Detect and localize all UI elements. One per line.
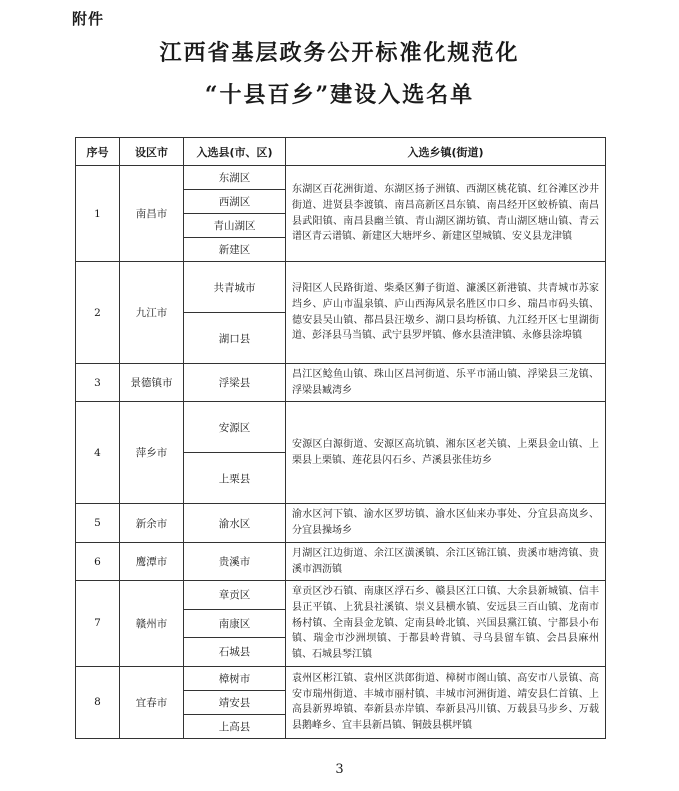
document-title-line2: “十县百乡”建设入选名单: [204, 82, 475, 108]
county-cell: 东湖区: [184, 166, 286, 190]
city-cell: 景德镇市: [120, 364, 184, 402]
city-cell: 鹰潭市: [120, 542, 184, 580]
table-row: [76, 262, 606, 313]
county-cell: 上栗县: [184, 453, 286, 504]
towns-cell: 东湖区百花洲街道、东湖区扬子洲镇、西湖区桃花镇、红谷滩区沙井街道、进贤县李渡镇、南昌高新区昌东镇、南昌经开区蛟桥镇、南昌县武阳镇、南昌县幽兰镇、青山湖区湖坊镇、青山湖区塘山镇、青云谱区青云谱镇、新建区大塘坪乡、新建区望城镇、安义县龙津镇: [286, 166, 606, 262]
towns-cell: 浔阳区人民路街道、柴桑区狮子街道、濂溪区新港镇、共青城市苏家垱乡、庐山市温泉镇、庐山西海风景名胜区巾口乡、瑞昌市码头镇、德安县吴山镇、都昌县汪墩乡、湖口县均桥镇、九江经开区七里湖街道、彭泽县马当镇、武宁县罗坪镇、修水县渣津镇、永修县涂埠镇: [286, 262, 606, 364]
towns-cell: 章贡区沙石镇、南康区浮石乡、赣县区江口镇、大余县新城镇、信丰县正平镇、上犹县社溪镇、崇义县横水镇、安远县三百山镇、龙南市杨村镇、全南县金龙镇、定南县岭北镇、兴国县黨江镇、宁都县小布镇、瑞金市沙洲坝镇、于都县岭背镇、寻乌县留车镇、会昌县麻州镇、石城县琴江镇: [286, 581, 606, 667]
table-row: [76, 581, 606, 610]
table-row: [76, 666, 606, 690]
county-cell: 靖安县: [184, 690, 286, 714]
row-number: 8: [76, 666, 120, 738]
row-number: 2: [76, 262, 120, 364]
city-cell: 九江市: [120, 262, 184, 364]
attachment-label: 附件: [72, 10, 105, 28]
county-cell: 西湖区: [184, 190, 286, 214]
document-title-line1: 江西省基层政务公开标准化规范化: [159, 40, 520, 66]
towns-cell: 渝水区河下镇、渝水区罗坊镇、渝水区仙来办事处、分宜县高岚乡、分宜县操场乡: [286, 504, 606, 542]
table-row: [76, 166, 606, 190]
table-row: [76, 364, 606, 402]
row-number: 6: [76, 542, 120, 580]
table-row: [76, 504, 606, 542]
county-cell: 樟树市: [184, 666, 286, 690]
county-cell: 共青城市: [184, 262, 286, 313]
towns-cell: 月湖区江边街道、余江区潢溪镇、余江区锦江镇、贵溪市塘湾镇、贵溪市泗沥镇: [286, 542, 606, 580]
county-cell: 石城县: [184, 638, 286, 667]
county-cell: 章贡区: [184, 581, 286, 610]
county-cell: 新建区: [184, 238, 286, 262]
city-cell: 新余市: [120, 504, 184, 542]
county-cell: 安源区: [184, 402, 286, 453]
city-cell: 宜春市: [120, 666, 184, 738]
header-no: 序号: [76, 138, 120, 166]
city-cell: 南昌市: [120, 166, 184, 262]
county-cell: 湖口县: [184, 313, 286, 364]
county-cell: 青山湖区: [184, 214, 286, 238]
county-cell: 浮梁县: [184, 364, 286, 402]
header-towns: 入选乡镇(街道): [286, 138, 606, 166]
city-cell: 赣州市: [120, 581, 184, 667]
county-cell: 贵溪市: [184, 542, 286, 580]
city-cell: 萍乡市: [120, 402, 184, 504]
county-cell: 上高县: [184, 714, 286, 738]
row-number: 4: [76, 402, 120, 504]
header-county: 入选县(市、区): [184, 138, 286, 166]
row-number: 7: [76, 581, 120, 667]
row-number: 1: [76, 166, 120, 262]
table-row: [76, 402, 606, 453]
county-cell: 南康区: [184, 609, 286, 638]
towns-cell: 安源区白源街道、安源区高坑镇、湘东区老关镇、上栗县金山镇、上栗县上栗镇、莲花县闪石乡、芦溪县张佳坊乡: [286, 402, 606, 504]
row-number: 3: [76, 364, 120, 402]
towns-cell: 袁州区彬江镇、袁州区洪郎街道、樟树市阁山镇、高安市八景镇、高安市瑞州街道、丰城市丽村镇、丰城市河洲街道、靖安县仁首镇、上高县新界埠镇、奉新县赤岸镇、奉新县冯川镇、万载县马步乡、万载县鹅峰乡、宜丰县新昌镇、铜鼓县棋坪镇: [286, 666, 606, 738]
towns-cell: 昌江区鲶鱼山镇、珠山区昌河街道、乐平市涌山镇、浮梁县三龙镇、浮梁县臧湾乡: [286, 364, 606, 402]
table-row: [76, 542, 606, 580]
page-number: 3: [335, 762, 344, 777]
header-city: 设区市: [120, 138, 184, 166]
county-cell: 渝水区: [184, 504, 286, 542]
table-header-row: [76, 138, 606, 166]
selection-table: [75, 137, 606, 739]
row-number: 5: [76, 504, 120, 542]
